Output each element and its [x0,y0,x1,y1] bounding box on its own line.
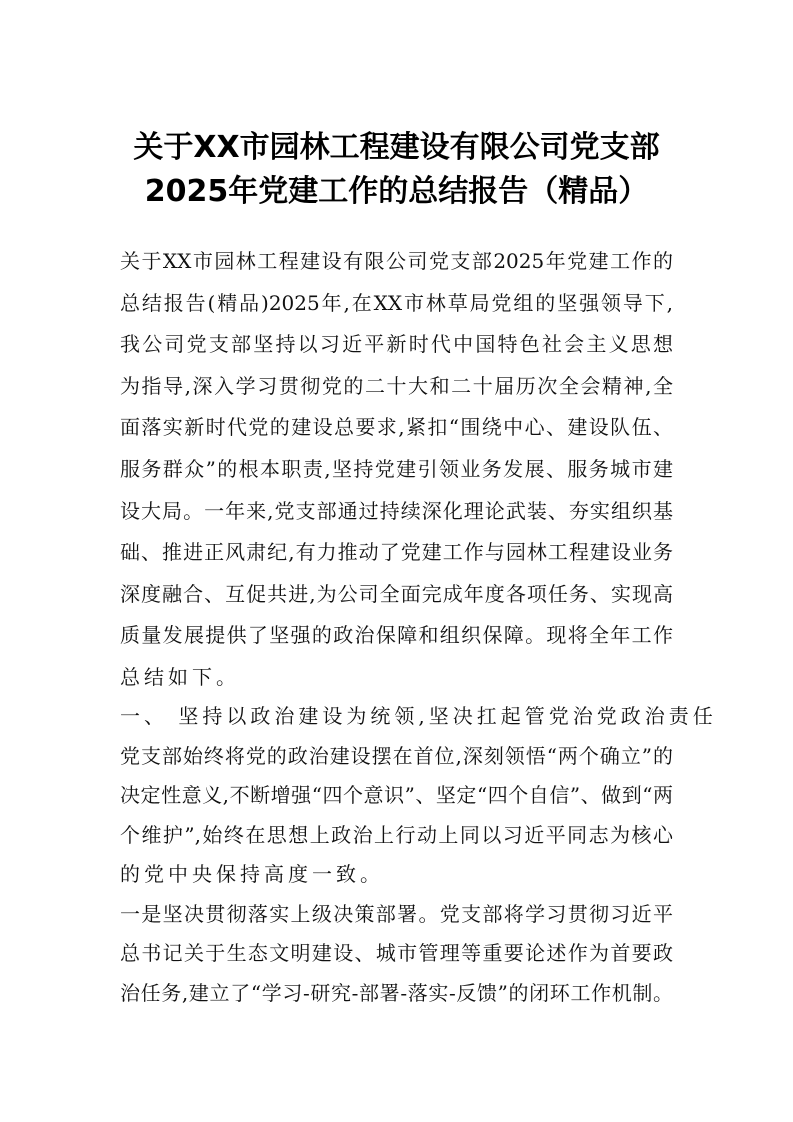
text-line: 党支部始终将党的政治建设摆在首位,深刻领悟“两个确立”的 [120,743,673,768]
text-line: 关于XX市园林工程建设有限公司党支部2025年党建工作的 [120,249,673,273]
text-line: 质量发展提供了坚强的政治保障和组织保障。现将全年工作 [120,623,673,648]
text-line: 设大局。一年来,党支部通过持续深化理论武装、夯实组织基 [120,498,673,523]
text-line: 总结如下。 [120,664,240,689]
text-line: 总书记关于生态文明建设、城市管理等重要论述作为首要政 [120,941,673,965]
text-line: 为指导,深入学习贯彻党的二十大和二十届历次全会精神,全 [120,373,673,398]
text-line: 治任务,建立了“学习-研究-部署-落实-反馈”的闭环工作机制。 [120,980,673,1005]
text-line: 面落实新时代党的建设总要求,紧扣“围绕中心、建设队伍、 [120,415,673,440]
text-line: 深度融合、互促共进,为公司全面完成年度各项任务、实现高 [120,581,673,606]
title-line-2: 2025年党建工作的总结报告（精品） [144,174,649,209]
title-line-1: 关于XX市园林工程建设有限公司党支部 [133,130,660,165]
intro-paragraph [120,241,673,699]
text-line: 个维护”,始终在思想上政治上行动上同以习近平同志为核心 [120,822,673,847]
text-line: 础、推进正风肃纪,有力推动了党建工作与园林工程建设业务 [120,540,673,565]
text-line: 服务群众”的根本职责,坚持党建引领业务发展、服务城市建 [120,456,673,481]
text-line: 总结报告(精品)2025年,在XX市林草局党组的坚强领导下, [120,290,673,315]
section-heading: 一、 坚持以政治建设为统领,坚决扛起管党治党政治责任 [120,704,717,728]
text-line: 的党中央保持高度一致。 [120,862,384,886]
text-line: 我公司党支部坚持以习近平新时代中国特色社会主义思想 [120,332,673,357]
text-line: 决定性意义,不断增强“四个意识”、坚定“四个自信”、做到“两 [120,783,673,807]
text-line: 一是坚决贯彻落实上级决策部署。党支部将学习贯彻习近平 [120,901,673,926]
section-1 [120,697,717,1013]
